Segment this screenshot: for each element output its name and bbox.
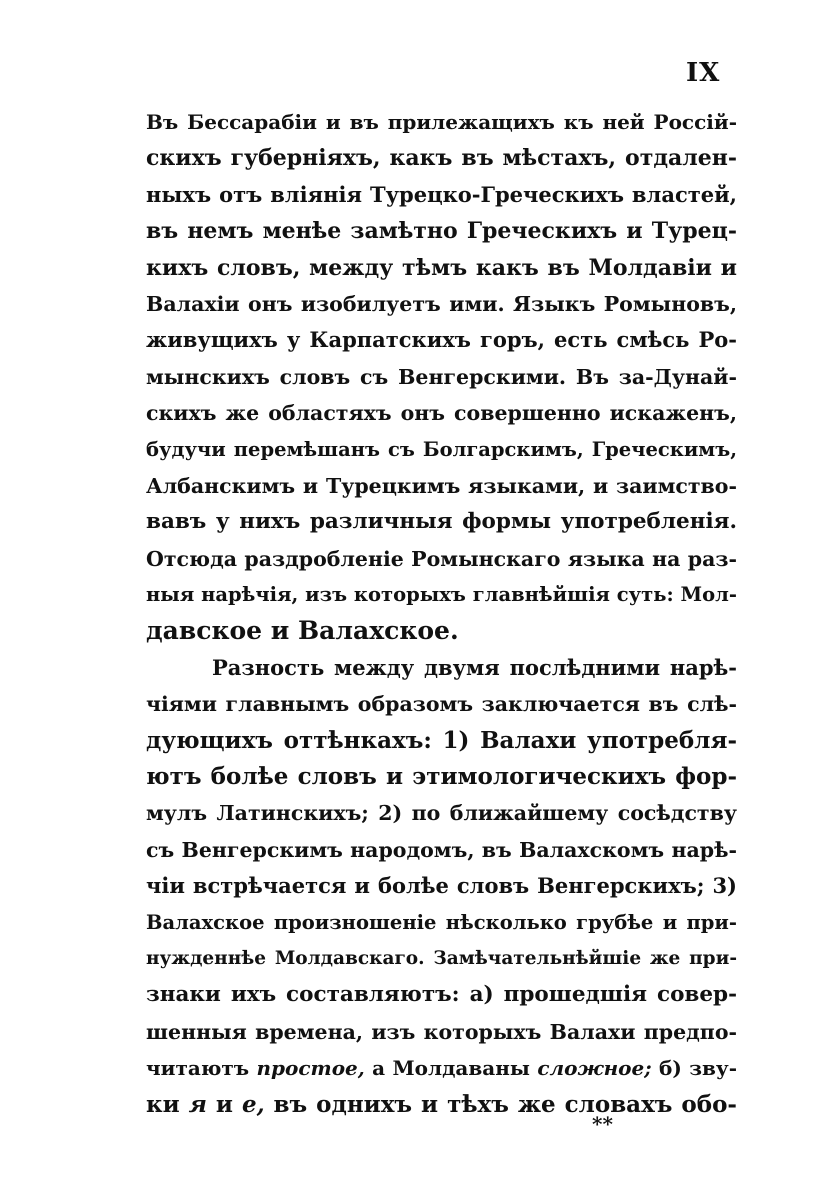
text-line: вавъ у нихъ различныя формы употребленія. [146, 509, 737, 535]
italic-term: простое, [256, 1056, 365, 1081]
text-line-with-italics [146, 1050, 737, 1086]
text-line: мулъ Латинскихъ; 2) по ближайшему сосѣдству [146, 801, 737, 826]
text-segment: читаютъ [146, 1056, 257, 1081]
text-line: съ Венгерскимъ народомъ, въ Валахскомъ нарѣ- [146, 837, 737, 862]
text-line: живущихъ у Карпатскихъ горъ, есть смѣсь Ро- [146, 327, 737, 353]
text-line: давское и Валахское. [146, 616, 459, 646]
text-line: скихъ губерніяхъ, какъ въ мѣстахъ, отдален- [146, 145, 737, 172]
italic-letter: е, [241, 1090, 265, 1118]
text-line: нужденнѣе Молдавскаго. Замѣчательнѣйшіе же при- [146, 947, 737, 969]
text-line: знаки ихъ составляютъ: а) прошедшія совер- [146, 982, 737, 1008]
text-line: чіями главнымъ образомъ заключается въ слѣ- [146, 692, 737, 717]
text-segment: и [206, 1090, 242, 1118]
text-line: Албанскимъ и Турецкимъ языками, и заимство- [146, 473, 737, 498]
text-segment: а Молдаваны [364, 1056, 538, 1081]
text-line: ютъ болѣе словъ и этимологическихъ фор- [146, 763, 737, 791]
text-line: Валахіи онъ изобилуетъ ими. Языкъ Ромыновъ, [146, 291, 737, 316]
text-line-with-italics [146, 1087, 737, 1123]
italic-term: сложное; [537, 1056, 652, 1081]
text-segment: б) зву- [651, 1056, 738, 1081]
text-line: въ немъ менѣе замѣтно Греческихъ и Турец- [146, 218, 737, 245]
text-line: скихъ же областяхъ онъ совершенно искаженъ, [146, 401, 737, 426]
italic-letter: я [188, 1090, 207, 1118]
text-line: кихъ словъ, между тѣмъ какъ въ Молдавіи и [146, 254, 737, 281]
page-number: IX [686, 58, 721, 88]
text-line: шенныя времена, изъ которыхъ Валахи предпо- [146, 1019, 737, 1044]
body-text [146, 104, 737, 1123]
text-line: мынскихъ словъ съ Венгерскими. Въ за-Дунай- [146, 364, 737, 389]
text-segment: ки [146, 1090, 189, 1118]
text-line: чіи встрѣчается и болѣе словъ Венгерскихъ; 3) [146, 873, 737, 899]
text-line: ныхъ отъ вліянія Турецко-Греческихъ властей, [146, 181, 737, 207]
text-segment: въ однихъ и тѣхъ же словахъ обо- [264, 1090, 737, 1118]
text-line: будучи перемѣшанъ съ Болгарскимъ, Греческимъ, [146, 437, 737, 461]
text-line: Разность между двумя послѣдними нарѣ- [212, 654, 737, 680]
text-line: Валахское произношеніе нѣсколько грубѣе и при- [146, 910, 737, 934]
text-line: ныя нарѣчія, изъ которыхъ главнѣйшія суть: Мол- [146, 583, 737, 607]
text-line: Отсюда раздробленіе Ромынскаго языка на раз- [146, 546, 737, 571]
signature-mark: ** [592, 1112, 613, 1136]
text-line: Въ Бессарабіи и въ прилежащихъ къ ней Россій- [146, 110, 737, 134]
text-line: дующихъ оттѣнкахъ: 1) Валахи употребля- [146, 726, 737, 754]
